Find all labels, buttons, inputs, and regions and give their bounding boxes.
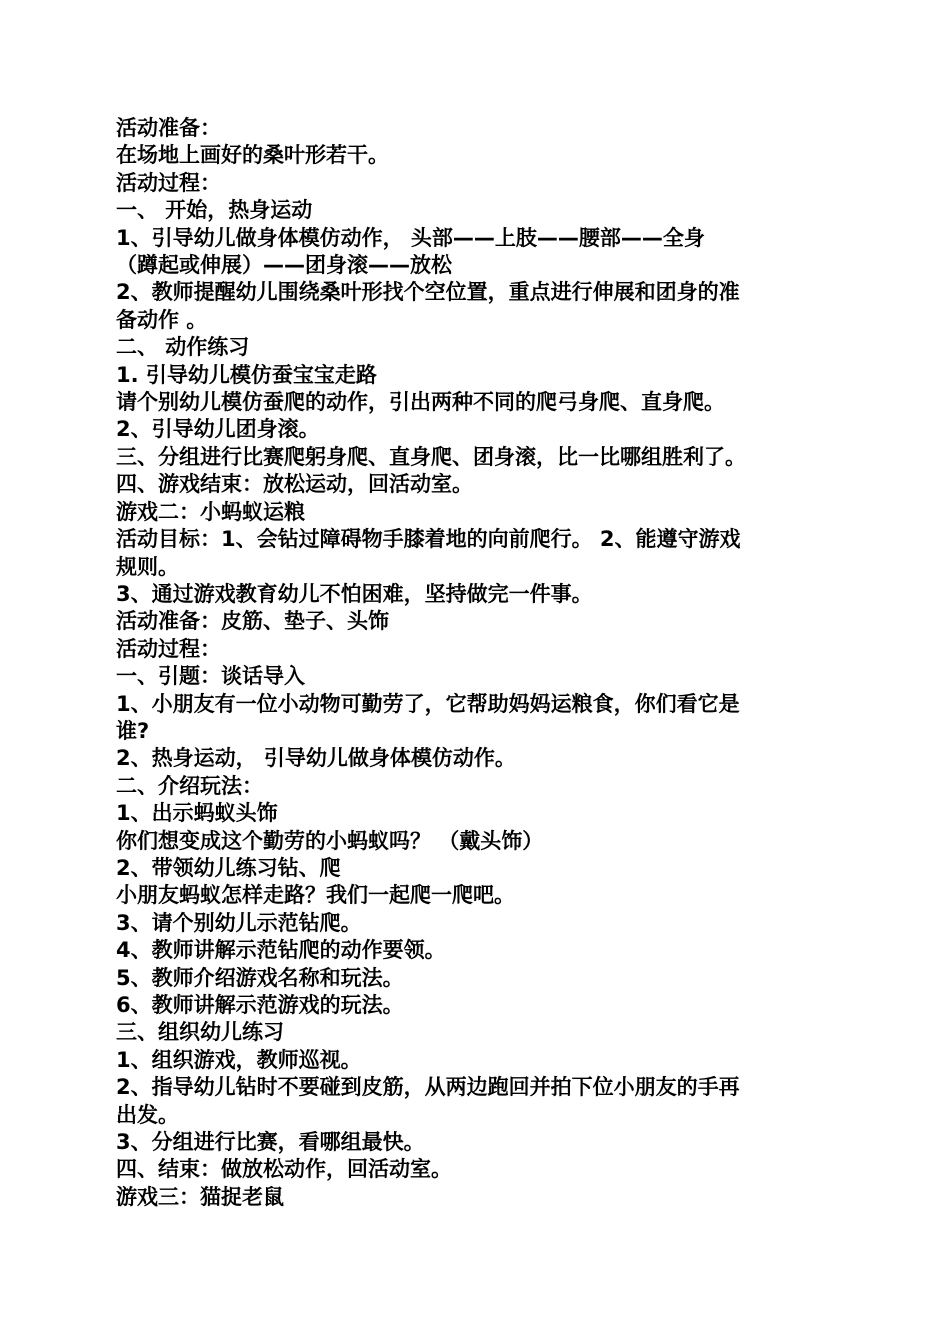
document-body — [116, 115, 836, 1211]
text-line: 2、热身运动， 引导幼儿做身体模仿动作。 — [116, 746, 516, 771]
text-line: 四、游戏结束：放松运动，回活动室。 — [116, 472, 473, 497]
text-line: 2、引导幼儿团身滚。 — [116, 417, 320, 442]
text-line: 活动准备： — [116, 116, 221, 140]
text-line: 3、请个别幼儿示范钻爬。 — [116, 910, 362, 935]
text-line: 你们想变成这个勤劳的小蚂蚁吗？ （戴头饰） — [116, 828, 544, 853]
text-line: 二、介绍玩法： — [116, 773, 263, 798]
text-line: 1、组织游戏，教师巡视。 — [116, 1047, 362, 1072]
text-line: 小朋友蚂蚁怎样走路？我们一起爬一爬吧。 — [116, 883, 515, 908]
text-line: 1、出示蚂蚁头饰 — [116, 801, 278, 826]
text-line: 在场地上画好的桑叶形若干。 — [116, 143, 389, 168]
text-line: 2、带领幼儿练习钻、爬 — [116, 855, 341, 880]
text-line: 四、结束：做放松动作，回活动室。 — [116, 1157, 452, 1182]
text-line: 2、教师提醒幼儿围绕桑叶形找个空位置，重点进行伸展和团身的准 — [116, 280, 740, 305]
text-line: 二、 动作练习 — [116, 335, 250, 360]
text-line: 3、分组进行比赛，看哪组最快。 — [116, 1130, 425, 1155]
text-line: 谁? — [116, 718, 150, 743]
text-line: 活动目标：1、会钻过障碍物手膝着地的向前爬行。 2、能遵守游戏 — [116, 527, 741, 552]
text-line: 活动过程： — [116, 170, 221, 195]
text-line: 三、分组进行比赛爬躬身爬、直身爬、团身滚，比一比哪组胜利了。 — [116, 444, 746, 469]
text-line: 一、引题：谈话导入 — [116, 664, 305, 689]
text-line: 一、 开始，热身运动 — [116, 198, 313, 223]
text-line: 游戏二：小蚂蚁运粮 — [116, 499, 305, 524]
text-line: 1、引导幼儿做身体模仿动作， 头部——上肢——腰部——全身 — [116, 225, 705, 250]
text-line: 2、指导幼儿钻时不要碰到皮筋，从两边跑回并拍下位小朋友的手再 — [116, 1075, 740, 1100]
text-line: 3、通过游戏教育幼儿不怕困难，坚持做完一件事。 — [116, 581, 593, 606]
text-line: 三、组织幼儿练习 — [116, 1020, 284, 1045]
text-line: 活动过程： — [116, 636, 221, 661]
text-line: 6、教师讲解示范游戏的玩法。 — [116, 993, 404, 1017]
text-line: 5、教师介绍游戏名称和玩法。 — [116, 965, 404, 990]
text-line: 4、教师讲解示范钻爬的动作要领。 — [116, 938, 446, 963]
text-line: 备动作 。 — [116, 307, 208, 332]
text-line: 游戏三：猫捉老鼠 — [116, 1184, 284, 1209]
text-line: 1、小朋友有一位小动物可勤劳了，它帮助妈妈运粮食，你们看它是 — [116, 691, 740, 716]
text-line: 出发。 — [116, 1102, 179, 1127]
text-line: 规则。 — [116, 554, 179, 579]
text-line: 1. 引导幼儿模仿蚕宝宝走路 — [116, 362, 377, 387]
text-line: 活动准备：皮筋、垫子、头饰 — [116, 609, 389, 634]
text-line: 请个别幼儿模仿蚕爬的动作，引出两种不同的爬弓身爬、直身爬。 — [116, 390, 725, 415]
text-line: （蹲起或伸展）——团身滚——放松 — [116, 253, 452, 278]
